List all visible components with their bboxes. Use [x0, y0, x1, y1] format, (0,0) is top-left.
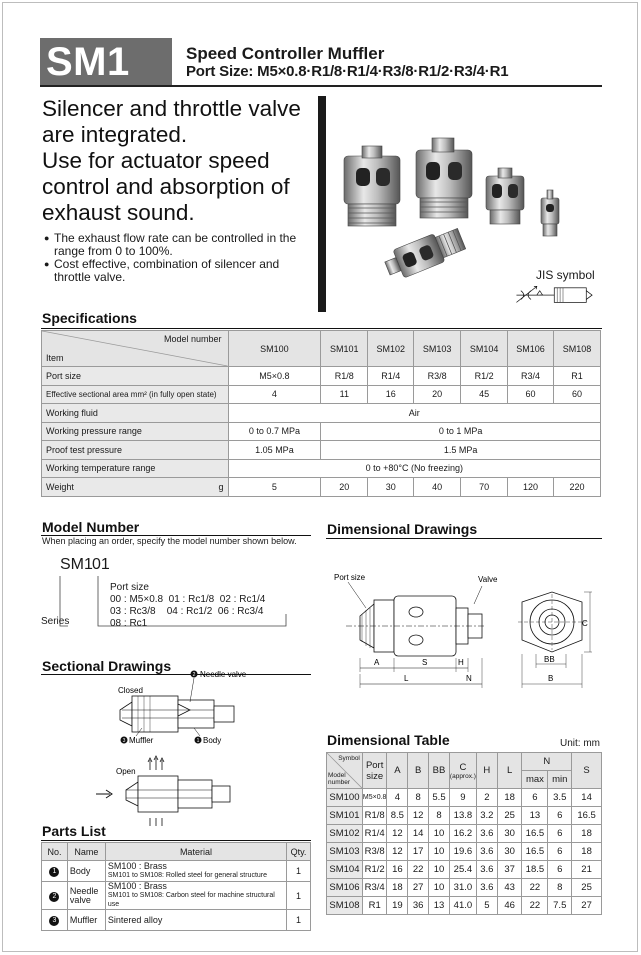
dim-cell: 18.5 [522, 861, 548, 879]
bullet-item: ● The exhaust flow rate can be controlled in the range from 0 to 100%. [44, 232, 312, 258]
dim-cell: 27 [572, 897, 602, 915]
dim-row [327, 825, 602, 843]
part-name: Body [67, 861, 105, 882]
divider-bar [318, 96, 326, 312]
row-label: Effective sectional area mm² (in fully open state) [42, 385, 229, 404]
part-name: Needle valve [67, 882, 105, 910]
dim-cell: 31.0 [449, 879, 476, 897]
dim-header: H [476, 753, 497, 789]
model-header: SM103 [414, 331, 461, 367]
spec-row-fluid [42, 404, 601, 423]
dim-cell: 19 [387, 897, 408, 915]
dim-a: A [374, 658, 380, 667]
dim-b: B [548, 674, 554, 683]
model-header: SM101 [321, 331, 368, 367]
specifications-table [41, 330, 601, 497]
port-size-label: Port size [110, 582, 149, 593]
weight-label: Weight [46, 481, 74, 492]
part-material [105, 882, 286, 910]
port-size-callout: Port size [334, 573, 366, 582]
dim-cell: 17 [408, 843, 429, 861]
dim-cell: 10 [429, 825, 450, 843]
port-size-line: 03 : Rc3/8 04 : Rc1/2 06 : Rc3/4 [110, 606, 264, 617]
dim-cell: 3.6 [476, 861, 497, 879]
dim-c: C [582, 619, 588, 628]
headline-line: exhaust sound. [42, 200, 195, 225]
product-title: Speed Controller Muffler [186, 44, 385, 63]
dim-cell: 27 [408, 879, 429, 897]
dim-cell: 36 [408, 897, 429, 915]
cell: 5 [228, 478, 321, 497]
dim-cell: 21 [572, 861, 602, 879]
dim-header: BB [429, 753, 450, 789]
cell: 20 [414, 385, 461, 404]
cell: 120 [508, 478, 554, 497]
parts-row [42, 882, 311, 910]
dim-row [327, 807, 602, 825]
svg-text:2: 2 [192, 672, 196, 678]
cell: 11 [321, 385, 368, 404]
dim-bb: BB [544, 655, 555, 664]
material-main: SM100 : Brass [107, 881, 167, 891]
dim-cell: 16.5 [522, 825, 548, 843]
spec-row-temp [42, 459, 601, 478]
weight-unit: g [218, 481, 224, 492]
dim-cell: 43 [497, 879, 522, 897]
dim-cell: R3/8 [362, 843, 387, 861]
corner-item-label: Item [46, 353, 64, 363]
port-size-options [110, 582, 265, 630]
dim-cell: 3.6 [476, 843, 497, 861]
dim-cell: 12 [387, 825, 408, 843]
corner-symbol: Symbol [338, 755, 360, 762]
headline [42, 96, 322, 226]
cell: M5×0.8 [228, 367, 321, 386]
spec-row-area [42, 385, 601, 404]
dim-cell: 12 [408, 807, 429, 825]
model-number-note: When placing an order, specify the model number shown below. [42, 536, 297, 546]
cell: 1.05 MPa [228, 441, 321, 460]
spec-row-proof [42, 441, 601, 460]
port-size-line: Port Size: M5×0.8·R1/8·R1/4·R3/8·R1/2·R3/4·R1 [186, 63, 509, 80]
dim-cell: 18 [572, 843, 602, 861]
dimensional-table [326, 752, 602, 915]
part-number: 2 [49, 892, 59, 902]
dim-row [327, 843, 602, 861]
cell: 16 [368, 385, 414, 404]
model-header: SM106 [508, 331, 554, 367]
spec-row-pressure [42, 422, 601, 441]
dim-cell: 3.6 [476, 825, 497, 843]
muffler-label: Muffler [129, 736, 154, 745]
dim-cell: 8 [408, 789, 429, 807]
dim-header: N [522, 753, 572, 771]
dim-model: SM106 [327, 879, 363, 897]
dim-model: SM103 [327, 843, 363, 861]
dim-cell: 46 [497, 897, 522, 915]
dim-cell: 22 [522, 897, 548, 915]
part-material: Sintered alloy [105, 910, 286, 931]
cell: 0 to 1 MPa [321, 422, 601, 441]
specifications-heading: Specifications [42, 310, 137, 326]
dim-cell: 12 [387, 843, 408, 861]
series-badge: SM1 [40, 38, 172, 86]
dim-cell: 7.5 [548, 897, 572, 915]
dim-header: Port size [362, 753, 387, 789]
jis-symbol-label: JIS symbol [536, 268, 595, 282]
parts-header: No. [42, 843, 68, 861]
section-rule [41, 328, 602, 329]
svg-text:1: 1 [196, 738, 200, 744]
dim-cell: 8 [429, 807, 450, 825]
corner-model-label: Model number [164, 334, 222, 344]
dim-cell: 5.5 [429, 789, 450, 807]
dim-cell: 3.5 [548, 789, 572, 807]
dim-header: A [387, 753, 408, 789]
cell: 20 [321, 478, 368, 497]
part-qty: 1 [287, 882, 311, 910]
dim-cell: 30 [497, 843, 522, 861]
dim-cell: 6 [522, 789, 548, 807]
parts-list-heading: Parts List [42, 823, 106, 839]
parts-header: Qty. [287, 843, 311, 861]
cell: 60 [508, 385, 554, 404]
part-number: 3 [49, 916, 59, 926]
row-label: Port size [42, 367, 229, 386]
part-qty: 1 [287, 861, 311, 882]
dim-cell: 14 [408, 825, 429, 843]
cell: R1/4 [368, 367, 414, 386]
headline-line: Use for actuator speed [42, 148, 270, 173]
cell: 70 [461, 478, 508, 497]
dim-cell: 37 [497, 861, 522, 879]
model-header: SM104 [461, 331, 508, 367]
dim-cell: 25 [497, 807, 522, 825]
dim-cell: 13 [522, 807, 548, 825]
port-size-line: 00 : M5×0.8 01 : Rc1/8 02 : Rc1/4 [110, 594, 266, 605]
dim-cell: 41.0 [449, 897, 476, 915]
dim-cell: 22 [408, 861, 429, 879]
row-label: Proof test pressure [42, 441, 229, 460]
part-qty: 1 [287, 910, 311, 931]
dim-cell: 16.2 [449, 825, 476, 843]
feature-bullets [44, 232, 312, 284]
dim-header: min [548, 771, 572, 789]
dimensional-table-heading: Dimensional Table [327, 732, 450, 748]
cell: 0 to 0.7 MPa [228, 422, 321, 441]
dim-corner-cell [327, 753, 363, 789]
corner-model: Model number [328, 772, 351, 786]
body-label: Body [203, 736, 222, 745]
material-note: SM101 to SM108: Carbon steel for machine structural use [107, 892, 275, 908]
bullet-item: ● Cost effective, combination of silencer and throttle valve. [44, 258, 312, 284]
cell: Air [228, 404, 600, 423]
dim-s: S [422, 658, 428, 667]
size-code: 01 [92, 556, 110, 573]
cell: 1.5 MPa [321, 441, 601, 460]
dim-model: SM102 [327, 825, 363, 843]
cell: 30 [368, 478, 414, 497]
parts-header: Name [67, 843, 105, 861]
row-label: Working pressure range [42, 422, 229, 441]
cell: 40 [414, 478, 461, 497]
model-header: SM108 [554, 331, 601, 367]
dim-cell: 10 [429, 879, 450, 897]
dim-header: max [522, 771, 548, 789]
jis-symbol-icon [500, 282, 610, 314]
series-code: SM1 [60, 556, 93, 573]
part-material [105, 861, 286, 882]
open-label: Open [116, 767, 136, 776]
dim-cell: 18 [497, 789, 522, 807]
cell: R1/8 [321, 367, 368, 386]
cell: 60 [554, 385, 601, 404]
dim-cell: 16 [387, 861, 408, 879]
dim-cell: 18 [572, 825, 602, 843]
dim-cell: 6 [548, 825, 572, 843]
material-main: SM100 : Brass [107, 861, 167, 871]
section-rule [326, 538, 602, 539]
dim-cell: R3/4 [362, 879, 387, 897]
dim-cell: 30 [497, 825, 522, 843]
dim-cell: 4 [387, 789, 408, 807]
dim-row [327, 897, 602, 915]
parts-header: Material [105, 843, 286, 861]
headline-line: are integrated. [42, 122, 188, 147]
dim-cell: 19.6 [449, 843, 476, 861]
dim-cell: 16.5 [522, 843, 548, 861]
dim-cell: R1/2 [362, 861, 387, 879]
parts-row [42, 861, 311, 882]
dim-header: L [497, 753, 522, 789]
dim-n: N [466, 674, 472, 683]
dim-cell: 13 [429, 897, 450, 915]
product-photo [336, 128, 586, 278]
dim-cell: 22 [522, 879, 548, 897]
parts-list-table [41, 842, 311, 931]
cell: R3/4 [508, 367, 554, 386]
dim-model: SM100 [327, 789, 363, 807]
cell: R3/8 [414, 367, 461, 386]
dim-cell: 16.5 [572, 807, 602, 825]
headline-line: control and absorption of [42, 174, 290, 199]
dim-model: SM108 [327, 897, 363, 915]
cell: R1/2 [461, 367, 508, 386]
dim-cell: 3.6 [476, 879, 497, 897]
row-label: Working fluid [42, 404, 229, 423]
dim-cell: 10 [429, 861, 450, 879]
parts-row [42, 910, 311, 931]
dim-cell: 8 [548, 879, 572, 897]
dim-cell: 9 [449, 789, 476, 807]
row-label [42, 478, 229, 497]
dim-cell: 2 [476, 789, 497, 807]
spec-row-weight [42, 478, 601, 497]
dim-cell: 6 [548, 807, 572, 825]
cell: 4 [228, 385, 321, 404]
approx-label: (approx.) [449, 772, 476, 780]
dim-row [327, 789, 602, 807]
sectional-drawing [90, 666, 310, 826]
dim-cell: R1 [362, 897, 387, 915]
material-note: SM101 to SM108: Rolled steel for general structure [107, 872, 268, 879]
dim-row [327, 879, 602, 897]
cell: R1 [554, 367, 601, 386]
dim-l: L [404, 674, 409, 683]
part-number: 1 [49, 867, 59, 877]
dim-header: C [459, 761, 467, 773]
header-rule [40, 85, 602, 87]
sectional-drawings-heading: Sectional Drawings [42, 658, 172, 674]
cell: 45 [461, 385, 508, 404]
dim-cell: 6 [548, 861, 572, 879]
dim-cell: 3.2 [476, 807, 497, 825]
dimensional-drawing [326, 568, 602, 690]
model-header: SM102 [368, 331, 414, 367]
port-size-line: 08 : Rc1 [110, 618, 148, 629]
dim-cell: R1/8 [362, 807, 387, 825]
headline-line: Silencer and throttle valve [42, 96, 301, 121]
model-number-heading: Model Number [42, 519, 140, 535]
series-label: Series [41, 616, 70, 627]
dim-cell: M5×0.8 [362, 789, 387, 807]
cell: 220 [554, 478, 601, 497]
svg-text:3: 3 [122, 738, 126, 744]
needle-valve-label: Needle valve [200, 670, 247, 679]
dim-cell: 6 [548, 843, 572, 861]
dim-cell: 5 [476, 897, 497, 915]
dim-cell: 10 [429, 843, 450, 861]
cell: 0 to +80°C (No freezing) [228, 459, 600, 478]
dim-cell: R1/4 [362, 825, 387, 843]
model-header: SM100 [228, 331, 321, 367]
dimensional-drawings-heading: Dimensional Drawings [327, 521, 478, 537]
part-name: Muffler [67, 910, 105, 931]
dim-cell: 25 [572, 879, 602, 897]
dim-h: H [458, 658, 464, 667]
closed-label: Closed [118, 686, 143, 695]
dim-cell: 25.4 [449, 861, 476, 879]
valve-callout: Valve [478, 575, 498, 584]
dim-model: SM104 [327, 861, 363, 879]
row-label: Working temperature range [42, 459, 229, 478]
dim-model: SM101 [327, 807, 363, 825]
dim-header: S [572, 753, 602, 789]
dim-cell: 18 [387, 879, 408, 897]
dim-cell: 8.5 [387, 807, 408, 825]
section-rule [41, 840, 311, 841]
spec-row-port-size [42, 367, 601, 386]
dim-cell: 13.8 [449, 807, 476, 825]
spec-corner-cell [42, 331, 229, 367]
dim-header: B [408, 753, 429, 789]
dim-header-c [449, 753, 476, 789]
dim-cell: 14 [572, 789, 602, 807]
unit-label: Unit: mm [560, 738, 600, 749]
dim-row [327, 861, 602, 879]
